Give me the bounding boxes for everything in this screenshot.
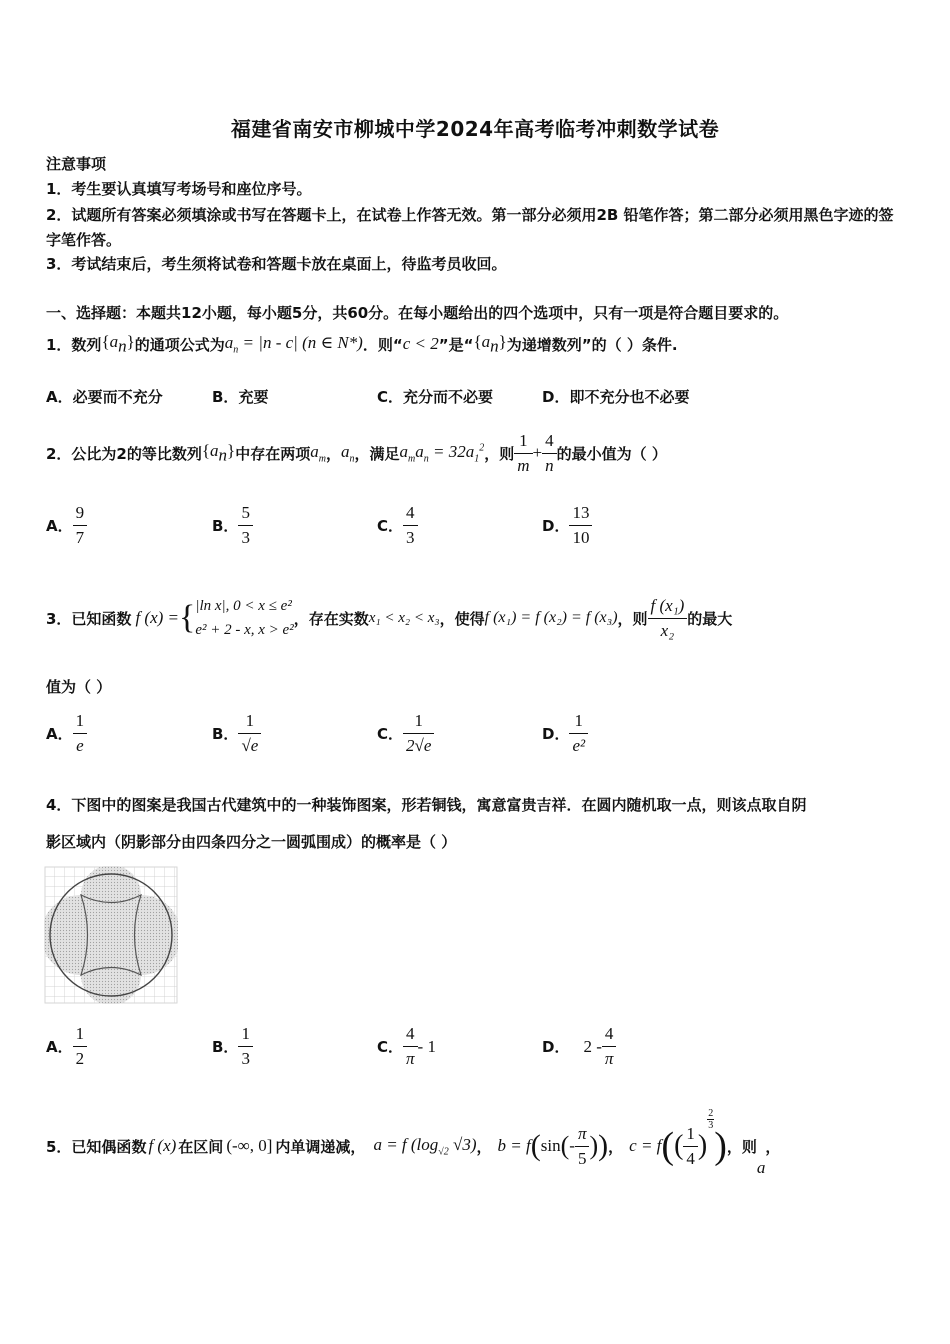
q5-fx: f (x) <box>148 1136 177 1155</box>
q5-a-expr <box>373 1135 476 1157</box>
q2-separator: ， <box>325 444 341 463</box>
q2-text-3: ，满足 <box>354 444 400 463</box>
q2-cond-sub1: m <box>408 453 416 465</box>
q3-ratio-num: f (x₁) <box>650 595 685 615</box>
q3-case-2: e² + 2 - x, x > e² <box>195 622 294 638</box>
q1-text-1: 1．数列 <box>46 335 102 354</box>
q4-option-c-frac <box>403 1024 418 1069</box>
q5-b-den: 5 <box>575 1146 590 1169</box>
q2-option-a-num: 9 <box>75 503 85 522</box>
shaded-star-region <box>81 895 141 975</box>
q5-c-exp-num: 2 <box>708 1108 714 1119</box>
q3-text-2: ，存在实数 <box>293 609 369 628</box>
q2-frac-1 <box>514 431 532 476</box>
q2-seq-a: a <box>210 440 219 460</box>
q2-option-a-frac <box>73 503 88 548</box>
q1-text-2: 的通项公式为 <box>134 335 225 354</box>
q5-c-num: 1 <box>686 1123 695 1143</box>
q2-option-b-letter: B． <box>212 517 239 535</box>
q2-cond-sub2: n <box>423 453 429 465</box>
q4-option-a-letter: A． <box>46 1038 73 1056</box>
q5-sep-1: ， <box>476 1137 492 1156</box>
q2-text-1: 2．公比为2的等比数列 <box>46 444 202 463</box>
q2-option-b-den: 3 <box>238 525 253 548</box>
q5-text-3: 内单调递减， <box>275 1137 366 1156</box>
q3-option-d-den: e² <box>569 733 588 756</box>
coin-pattern-figure <box>44 866 178 1004</box>
q3-option-b[interactable] <box>212 711 261 756</box>
q1-option-b-letter: B． <box>212 388 239 406</box>
q3-option-d-frac <box>569 711 588 756</box>
q4-line-1: 4．下图中的图案是我国古代建筑中的一种装饰图案，形若铜钱，寓意富贵吉祥．在圆内随机取一点，则该点取自阴 <box>46 796 807 814</box>
q4-option-d-pre: 2 - <box>583 1036 602 1056</box>
q3-text-4: ，则 <box>617 609 648 628</box>
q4-option-d-letter: D． <box>542 1038 570 1056</box>
q3-text-5: 的最大 <box>687 609 733 628</box>
q2-option-d-frac <box>569 503 592 548</box>
question-2 <box>46 424 667 482</box>
q3-eq: f (x₁) = f (x₂) = f (x₃) <box>484 609 618 626</box>
q5-b-frac <box>575 1124 590 1169</box>
q2-seq-sub: n <box>218 445 228 465</box>
q3-case-1: |ln x|, 0 < x ≤ e² <box>195 598 292 614</box>
q3-option-d-num: 1 <box>574 711 584 730</box>
q2-option-d-letter: D． <box>542 517 570 535</box>
q3-ratio <box>648 596 688 641</box>
question-3 <box>46 588 732 648</box>
q5-c-exponent <box>707 1108 714 1131</box>
q2-cond-rest: = 32a <box>428 441 475 461</box>
q1-option-c-text: 充分而不必要 <box>403 388 494 406</box>
q1-formula-rest: = |n - c| (n ∈ N*) <box>238 333 363 352</box>
q1-text-4: ”是“ <box>438 335 474 354</box>
q3-cases <box>195 594 293 642</box>
q5-b-minus: - <box>569 1136 575 1155</box>
q5-b-sin: sin <box>540 1136 561 1155</box>
page-title: 福建省南安市柳城中学2024年高考临考冲刺数学试卷 <box>230 117 720 141</box>
section-heading: 一、选择题：本题共12小题，每小题5分，共60分。在每小题给出的四个选项中，只有一项是符合题目要求的。 <box>46 304 789 322</box>
q4-option-b-letter: B． <box>212 1038 239 1056</box>
q3-option-a-den: e <box>73 733 88 756</box>
q1-option-c-letter: C． <box>377 388 404 406</box>
q2-text-4: ，则 <box>484 444 515 463</box>
q2-option-d-den: 10 <box>569 525 592 548</box>
q4-option-d-frac <box>602 1024 617 1069</box>
q3-option-a-num: 1 <box>75 711 85 730</box>
q1-seq: $\{a_n\}$ <box>101 332 135 356</box>
q2-option-b-num: 5 <box>241 503 250 522</box>
q4-option-c-num: 4 <box>406 1024 415 1043</box>
q3-option-c-den: 2√e <box>403 733 434 756</box>
q5-a-rest: √3) <box>448 1134 477 1154</box>
q1-option-d-letter: D． <box>542 388 570 406</box>
q5-text-6: ， <box>765 1137 781 1156</box>
q5-b-num: π <box>577 1123 587 1143</box>
question-5 <box>46 1108 780 1184</box>
q3-text-6: 值为（ ） <box>46 678 112 696</box>
q2-cond-sub3: 1 <box>474 453 480 465</box>
q5-b-paren-close: ) <box>598 1129 609 1162</box>
q3-text-1: 3．已知函数 <box>46 609 132 628</box>
q3-option-d-letter: D． <box>542 725 570 743</box>
q2-option-c-letter: C． <box>377 517 404 535</box>
q5-c-frac <box>683 1124 698 1169</box>
q4-option-a-num: 1 <box>75 1024 85 1043</box>
q1-seq2-sub: n <box>490 336 499 356</box>
q5-b-paren-open: ( <box>530 1129 541 1162</box>
q4-option-b[interactable] <box>212 1024 253 1069</box>
q4-line-2: 影区域内（阴影部分由四条四分之一圆弧围成）的概率是（ ） <box>46 833 457 851</box>
q4-option-b-den: 3 <box>238 1046 253 1069</box>
q2-option-a[interactable] <box>46 503 87 548</box>
q2-an-sub: n <box>349 453 355 465</box>
q5-c-den: 4 <box>683 1146 698 1169</box>
q5-text-4: ，则 <box>726 1137 757 1156</box>
q5-a-base: √2 <box>438 1146 449 1158</box>
q2-option-d[interactable] <box>542 503 592 548</box>
q3-option-c-letter: C． <box>377 725 404 743</box>
q3-option-b-frac <box>238 711 261 756</box>
q1-option-a-text: 必要而不充分 <box>72 388 163 406</box>
q4-option-b-num: 1 <box>241 1024 250 1043</box>
q1-text-5: 为递增数列”的（ ）条件. <box>506 335 678 354</box>
q2-option-c-frac <box>403 503 418 548</box>
q2-text-5: 的最小值为（ ） <box>556 444 667 463</box>
q5-c-inner-close: ) <box>697 1130 708 1161</box>
q2-cond-a: a <box>399 441 408 461</box>
q2-frac-1-den: m <box>514 453 532 476</box>
q1-option-a-letter: A． <box>46 388 73 406</box>
q5-c-inner-open: ( <box>674 1130 684 1161</box>
notice-item-3: 3．考试结束后，考生须将试卷和答题卡放在桌面上，待监考员收回。 <box>46 255 507 273</box>
q4-option-d-den: π <box>602 1046 617 1069</box>
q2-am-sub: m <box>318 453 326 465</box>
q5-a-expr-main: a = f (log <box>373 1134 439 1154</box>
q3-option-b-num: 1 <box>245 711 255 730</box>
q1-formula-sub: n <box>233 344 239 356</box>
notice-item-2: 2．试题所有答案必须填涂或书写在答题卡上，在试卷上作答无效。第一部分必须用2B 铅笔作答；第二部分必须用黑色字迹的签字笔作答。 <box>46 206 894 249</box>
notice-item-1: 1．考生要认真填写考场号和座位序号。 <box>46 180 312 198</box>
q1-formula-a: a <box>224 333 234 352</box>
q4-option-c-letter: C． <box>377 1038 404 1056</box>
q1-option-d-text: 即不充分也不必要 <box>569 388 690 406</box>
q1-option-a[interactable] <box>46 386 163 407</box>
q1-text-3: ．则“ <box>362 335 403 354</box>
q2-condition <box>400 442 485 464</box>
q5-c-paren-open: ( <box>661 1125 675 1167</box>
q2-an-a: a <box>340 441 350 461</box>
q2-frac-1-num: 1 <box>519 430 528 450</box>
q3-ineq: x₁ < x₂ < x₃ <box>368 609 440 626</box>
q1-formula <box>225 333 363 355</box>
q2-frac-2 <box>542 431 557 476</box>
q4-option-d[interactable] <box>542 1024 616 1069</box>
q1-option-d[interactable] <box>542 386 689 407</box>
q2-frac-2-num: 4 <box>545 430 554 450</box>
q3-text-3: ，使得 <box>439 609 485 628</box>
q5-b-inner-close: ) <box>589 1131 599 1160</box>
q3-option-c[interactable] <box>377 711 434 756</box>
q3-option-a-letter: A． <box>46 725 73 743</box>
q3-option-b-den: √e <box>238 733 261 756</box>
q3-option-c-frac <box>403 711 434 756</box>
q3-option-c-num: 1 <box>414 711 423 730</box>
notice-heading: 注意事项 <box>46 155 107 173</box>
q2-an <box>341 442 355 464</box>
q4-option-c-den: π <box>403 1046 418 1069</box>
q2-option-c-den: 3 <box>403 525 418 548</box>
q4-option-a[interactable] <box>46 1024 87 1069</box>
q4-option-a-den: 2 <box>73 1046 88 1069</box>
q1-seq-2: $\{a_n\}$ <box>473 332 507 356</box>
q5-text-1: 5．已知偶函数 <box>46 1137 147 1156</box>
q4-option-a-frac <box>73 1024 88 1069</box>
q1-seq-sub: n <box>118 336 127 356</box>
q5-sep-2: ， <box>608 1137 624 1156</box>
question-1 <box>46 332 678 356</box>
q3-fx: f (x) = <box>135 608 180 627</box>
q1-option-c[interactable] <box>377 386 493 407</box>
q5-c-expr: c = f <box>629 1136 662 1155</box>
q1-seq2-a: a <box>481 332 491 351</box>
q2-option-c-num: 4 <box>406 503 415 522</box>
q2-plus: + <box>532 443 543 462</box>
q2-option-c[interactable] <box>377 503 418 548</box>
q5-c-paren-close: ) <box>714 1125 727 1167</box>
q2-option-a-den: 7 <box>73 525 88 548</box>
q5-text-5: a <box>756 1158 766 1177</box>
q3-option-a[interactable] <box>46 711 87 756</box>
q1-condition: c < 2 <box>402 334 439 354</box>
q2-option-d-num: 13 <box>572 503 590 522</box>
q2-cond-sup: 2 <box>479 442 485 454</box>
q3-option-a-frac <box>73 711 88 756</box>
q3-option-d[interactable] <box>542 711 588 756</box>
q4-option-c-post: - 1 <box>417 1036 436 1056</box>
q2-am-a: a <box>310 441 319 461</box>
q1-option-b-text: 充要 <box>238 388 269 406</box>
q4-option-c[interactable] <box>377 1024 436 1069</box>
q2-text-2: 中存在两项 <box>235 444 311 463</box>
q2-seq: $\{a_n\}$ <box>201 440 236 465</box>
q2-am <box>310 442 326 464</box>
q5-interval: (-∞, 0] <box>226 1136 273 1155</box>
q1-seq-a: a <box>109 332 119 351</box>
q5-c-exp-den: 3 <box>708 1120 714 1131</box>
q2-cond-mid: a <box>415 441 424 461</box>
q3-option-b-letter: B． <box>212 725 239 743</box>
q4-option-d-num: 4 <box>604 1024 614 1043</box>
q5-text-2: 在区间 <box>178 1137 224 1156</box>
q5-b-inner-open: ( <box>560 1131 570 1160</box>
q5-b-expr: b = f <box>497 1136 531 1155</box>
q3-brace: { <box>179 599 196 636</box>
q3-ratio-den: x₂ <box>648 618 688 641</box>
q2-option-b-frac <box>238 503 253 548</box>
q2-option-a-letter: A． <box>46 517 73 535</box>
q2-option-b[interactable] <box>212 503 253 548</box>
q4-option-b-frac <box>238 1024 253 1069</box>
q1-option-b[interactable] <box>212 386 268 407</box>
q2-frac-2-den: n <box>542 453 557 476</box>
